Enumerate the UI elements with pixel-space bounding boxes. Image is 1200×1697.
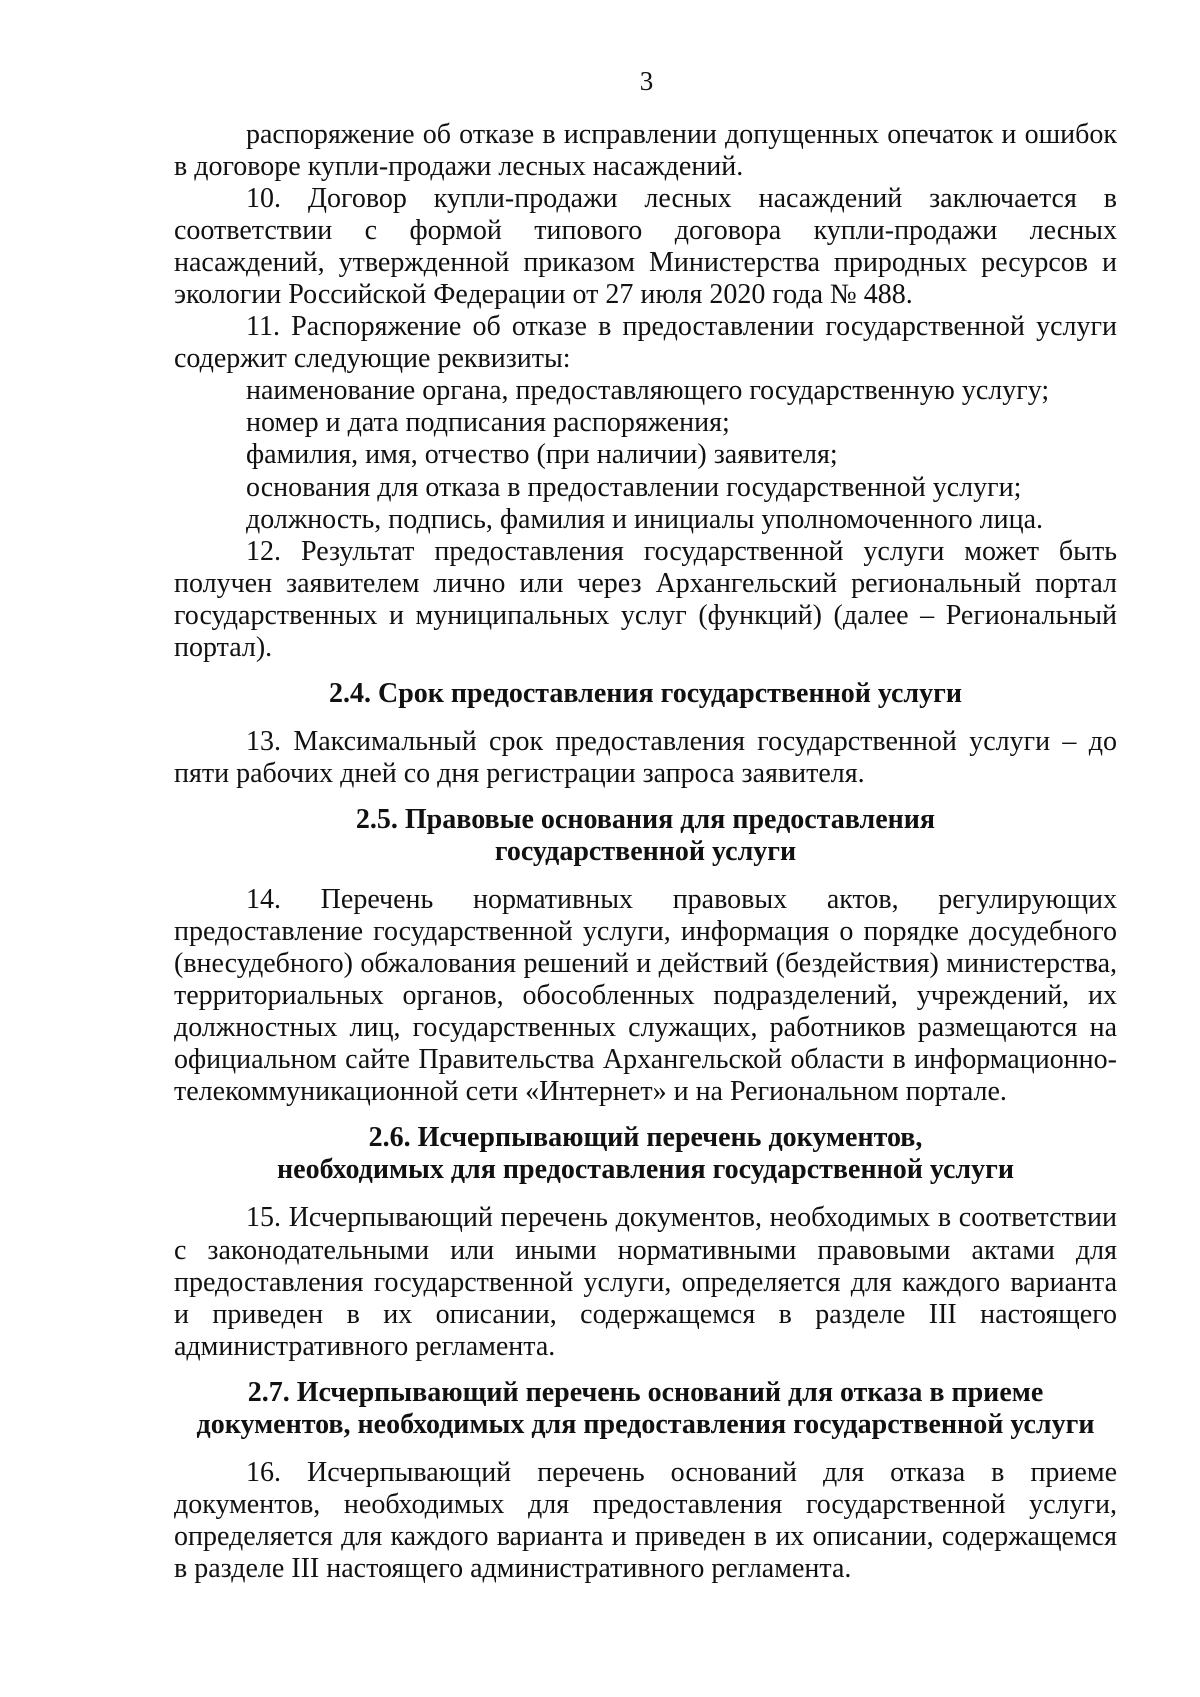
section-heading-line: документов, необходимых для предоставления государственной услуги: [196, 1408, 1095, 1440]
section-heading-line: государственной услуги: [494, 835, 797, 867]
paragraph: 13. Максимальный срок предоставления государственной услуги – до пяти рабочих дней со дня регистрации запроса заявителя.: [174, 725, 1117, 789]
list-item: основания для отказа в предоставлении государственной услуги;: [246, 471, 1022, 503]
section-heading: [174, 1122, 1117, 1186]
section-heading-line: 2.7. Исчерпывающий перечень оснований для отказа в приеме: [247, 1376, 1044, 1408]
section-heading: [174, 1377, 1117, 1441]
section-heading-line: 2.6. Исчерпывающий перечень документов,: [368, 1122, 923, 1154]
paragraph: 16. Исчерпывающий перечень оснований для отказа в приеме документов, необходимых для предоставления государственной услуги, определяется для каждого варианта и приведен в их описании, содержащемся в разделе III настоящего административного регламента.: [174, 1456, 1117, 1584]
section-heading: [174, 804, 1117, 868]
paragraph: 12. Результат предоставления государственной услуги может быть получен заявителем лично или через Архангельский региональный портал государственных и муниципальных услуг (функций) (далее – Региональный портал).: [174, 535, 1117, 663]
list-item: должность, подпись, фамилия и инициалы уполномоченного лица.: [246, 503, 1044, 535]
list-item: наименование органа, предоставляющего государственную услугу;: [246, 375, 1050, 407]
paragraph: 11. Распоряжение об отказе в предоставлении государственной услуги содержит следующие реквизиты:: [174, 311, 1117, 375]
list-item: фамилия, имя, отчество (при наличии) заявителя;: [246, 439, 838, 471]
section-heading-line: 2.4. Срок предоставления государственной услуги: [329, 677, 962, 709]
document-body: [174, 119, 1117, 1585]
section-heading: [174, 678, 1117, 710]
paragraph: 14. Перечень нормативных правовых актов, регулирующих предоставление государственной услуги, информация о порядке досудебного (внесудебного) обжалования решений и действий (бездействия) министерства, территориальных органов, обособленных подразделений, учреждений, их должностных лиц, государственных служащих, работников размещаются на официальном сайте Правительства Архангельской области в информационно-телекоммуникационной сети «Интернет» и на Региональном портале.: [174, 884, 1117, 1108]
section-heading-line: необходимых для предоставления государственной услуги: [277, 1154, 1014, 1186]
page-number: 3: [639, 66, 654, 96]
section-heading-line: 2.5. Правовые основания для предоставления: [355, 803, 936, 835]
paragraph: 15. Исчерпывающий перечень документов, необходимых в соответствии с законодательными или иными нормативными правовыми актами для предоставления государственной услуги, определяется для каждого варианта и приведен в их описании, содержащемся в разделе III настоящего административного регламента.: [174, 1202, 1117, 1362]
paragraph: распоряжение об отказе в исправлении допущенных опечаток и ошибок в договоре купли-продажи лесных насаждений.: [174, 119, 1117, 183]
paragraph: 10. Договор купли-продажи лесных насаждений заключается в соответствии с формой типового договора купли-продажи лесных насаждений, утвержденной приказом Министерства природных ресурсов и экологии Российской Федерации от 27 июля 2020 года № 488.: [174, 183, 1117, 311]
list-item: номер и дата подписания распоряжения;: [246, 407, 730, 439]
